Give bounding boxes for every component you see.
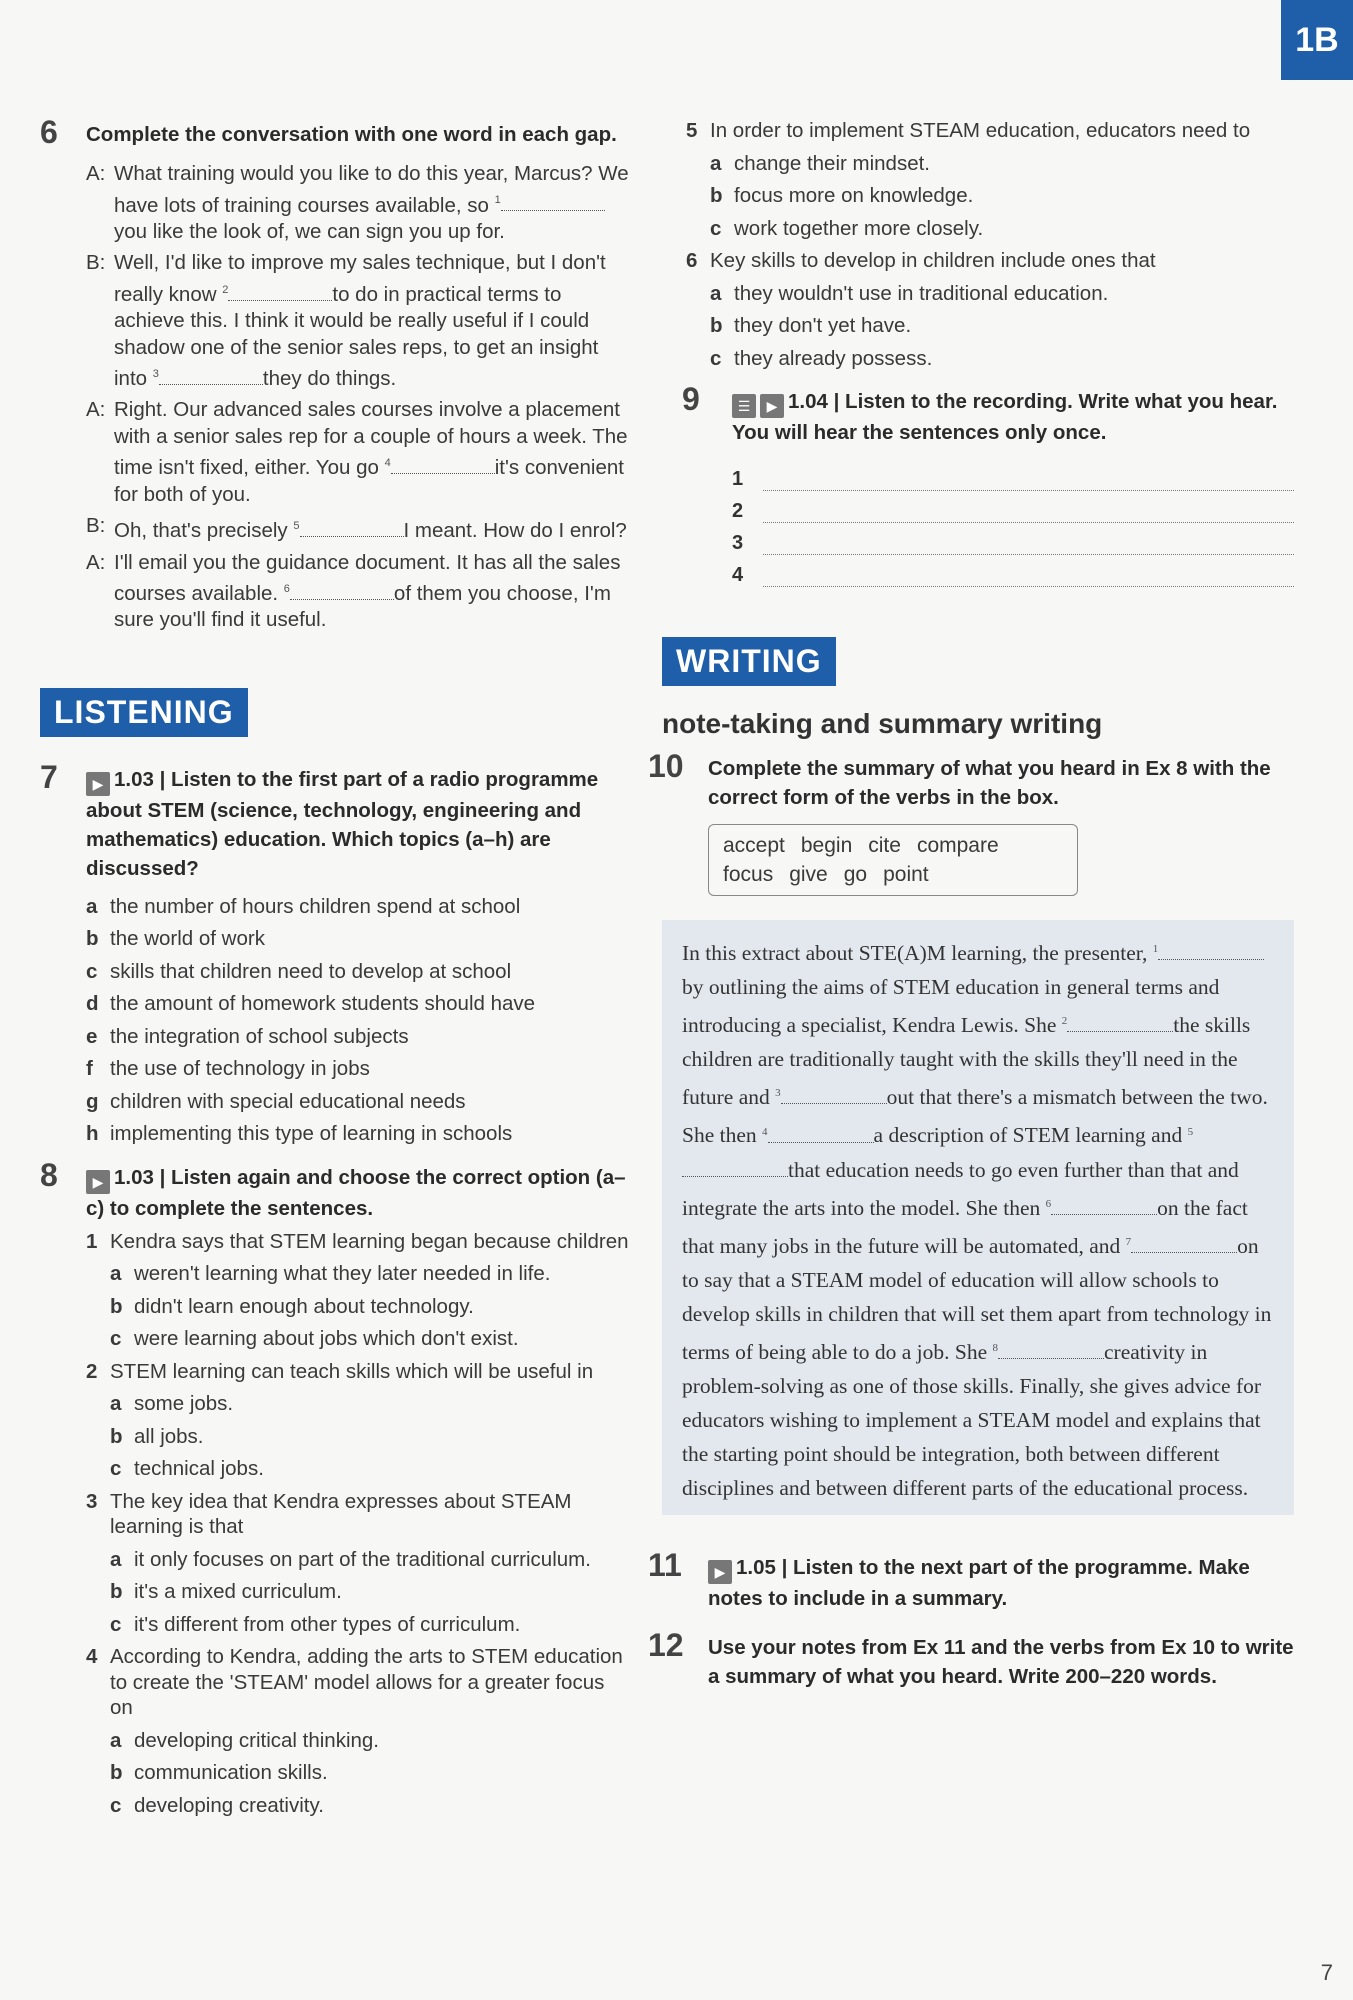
track-number: 1.04 — [788, 390, 828, 413]
answer-option[interactable] — [110, 1424, 630, 1450]
question — [86, 1489, 630, 1638]
option-text: work together more closely. — [734, 216, 984, 240]
writing-line[interactable] — [763, 534, 1294, 555]
answer-line[interactable] — [732, 491, 1294, 523]
exercise-instruction: Complete the conversation with one word in each gap. — [86, 123, 617, 146]
speaker-label: A: — [86, 398, 106, 422]
topic-options — [86, 891, 630, 1151]
option-text: communication skills. — [134, 1761, 328, 1785]
option-letter: a — [110, 1547, 122, 1571]
exercise-instruction — [732, 387, 1294, 447]
answer-option[interactable] — [110, 1547, 630, 1573]
page-number: 7 — [1320, 1960, 1333, 1985]
topic-option — [86, 1086, 630, 1119]
listening-section — [40, 688, 630, 737]
question — [86, 1644, 630, 1818]
line-number: 4 — [732, 564, 744, 586]
topic-option — [86, 1118, 630, 1151]
gap-number: 8 — [992, 1341, 998, 1354]
question-number: 1 — [86, 1229, 98, 1253]
question-stem — [86, 1359, 630, 1385]
option-letter: e — [86, 1024, 98, 1048]
answer-gap[interactable] — [768, 1124, 874, 1143]
option-letter: a — [110, 1262, 122, 1286]
gap[interactable] — [284, 582, 394, 605]
gap-number: 3 — [152, 368, 159, 381]
exercise-number: 10 — [648, 748, 684, 784]
gap[interactable] — [1062, 1013, 1174, 1037]
option-letter: c — [110, 1457, 122, 1481]
topic-option — [86, 956, 630, 989]
gap-number: 4 — [384, 457, 391, 470]
answer-option[interactable] — [110, 1579, 630, 1605]
answer-options — [86, 1547, 630, 1638]
document-icon: ☰ — [732, 394, 756, 418]
option-text: focus more on knowledge. — [734, 184, 974, 207]
verb: cite — [868, 834, 901, 857]
exercise-12 — [648, 1627, 1294, 1691]
exercise-number: 11 — [648, 1547, 682, 1584]
text-run: I'll email you the guidance document. It has all the sales courses available. — [114, 550, 621, 605]
question-stem — [86, 1644, 630, 1721]
option-text: skills that children need to develop at school — [110, 959, 512, 983]
audio-icon[interactable]: ▶ — [86, 1170, 110, 1194]
text-run: to do in practical terms to achieve this. I think it would be really useful if I could shadow one of the senior sales reps, to get an insight into — [114, 282, 599, 390]
left-column — [40, 114, 630, 1825]
option-letter: d — [86, 992, 99, 1016]
exercise-instruction: Complete the summary of what you heard in Ex 8 with the correct form of the verbs in the box. — [708, 757, 1271, 809]
answer-line[interactable] — [732, 555, 1294, 587]
text-run: In this extract about STE(A)M learning, the presenter, — [682, 941, 1153, 966]
answer-option[interactable] — [710, 313, 1294, 339]
option-text: the amount of homework students should have — [110, 992, 536, 1016]
option-text: implementing this type of learning in schools — [110, 1122, 513, 1146]
verb: give — [789, 863, 828, 886]
question-stem — [86, 1489, 630, 1540]
question-list — [86, 1229, 630, 1819]
answer-option[interactable] — [110, 1391, 630, 1417]
question-number: 4 — [86, 1645, 98, 1669]
option-letter: f — [86, 1057, 93, 1081]
instruction-text: | Listen to the next part of the programme. Make notes to include in a summary. — [708, 1556, 1250, 1611]
speaker-label: B: — [86, 251, 106, 275]
option-text: didn't learn enough about technology. — [134, 1294, 474, 1318]
option-text: children with special educational needs — [110, 1089, 466, 1113]
text-run: by outlining the aims of STEM education in general terms and introducing a specialist, Kendra Lewis. She — [682, 975, 1220, 1038]
exercise-10 — [648, 748, 1294, 812]
gap-number: 4 — [762, 1125, 768, 1138]
text-run: it's convenient for both of you. — [114, 456, 624, 506]
option-text: they wouldn't use in traditional education. — [734, 281, 1109, 305]
option-text: the integration of school subjects — [110, 1024, 409, 1048]
answer-gap[interactable] — [682, 1158, 788, 1177]
option-letter: c — [86, 959, 98, 983]
answer-option[interactable] — [710, 216, 1294, 242]
exercise-instruction — [86, 765, 630, 883]
gap-number: 5 — [1187, 1125, 1194, 1138]
exercise-instruction — [86, 1163, 630, 1223]
option-text: it's different from other types of curriculum. — [134, 1612, 521, 1636]
answer-gap[interactable] — [1067, 1013, 1173, 1032]
exercise-8-continued — [662, 118, 1294, 371]
option-letter: c — [110, 1327, 122, 1351]
answer-options — [686, 281, 1294, 372]
speaker-label: A: — [86, 162, 106, 185]
right-column — [648, 118, 1294, 1691]
question-text: Kendra says that STEM learning began because children — [110, 1229, 629, 1253]
option-letter: b — [710, 184, 723, 207]
gap[interactable] — [762, 1124, 874, 1148]
answer-option[interactable] — [110, 1793, 630, 1819]
exercise-instruction — [708, 1553, 1294, 1613]
answer-gap[interactable] — [781, 1085, 887, 1104]
text-run: Oh, that's precisely — [114, 519, 294, 543]
question-text: The key idea that Kendra expresses about STEAM learning is that — [110, 1489, 572, 1539]
option-letter: a — [710, 151, 722, 175]
text-run: out that there's a mismatch between the two. She then — [682, 1085, 1268, 1148]
question-list — [686, 118, 1294, 371]
speaker-label: B: — [86, 514, 106, 538]
writing-line[interactable] — [763, 566, 1294, 587]
question — [86, 1359, 630, 1482]
topic-option — [86, 1053, 630, 1086]
answer-gap[interactable] — [159, 366, 263, 385]
question — [86, 1229, 630, 1352]
exercise-6 — [40, 114, 630, 634]
option-text: the world of work — [110, 927, 265, 951]
option-letter: g — [86, 1089, 99, 1113]
dialog-text — [114, 161, 630, 245]
gap-number: 3 — [775, 1087, 781, 1100]
gap[interactable] — [775, 1085, 887, 1109]
answer-option[interactable] — [710, 346, 1294, 372]
gap-number: 6 — [283, 583, 290, 596]
option-text: it's a mixed curriculum. — [134, 1580, 342, 1604]
answer-gap[interactable] — [290, 581, 394, 600]
exercise-instruction: Use your notes from Ex 11 and the verbs from Ex 10 to write a summary of what you heard. Write 200–220 words. — [708, 1636, 1294, 1689]
exercise-number: 12 — [648, 1627, 684, 1664]
option-letter: c — [710, 216, 722, 240]
gap[interactable] — [385, 456, 495, 479]
question-stem — [686, 118, 1294, 144]
conversation — [86, 161, 630, 634]
track-number: 1.03 — [114, 1165, 154, 1189]
answer-option[interactable] — [110, 1612, 630, 1638]
question-text: In order to implement STEAM education, educators need to — [710, 119, 1251, 142]
text-run: on to say that a STEAM model of education will allow schools to develop skills in children that will set them apart from technology in terms of being able to do a job. She — [682, 1233, 1272, 1365]
option-letter: c — [710, 346, 722, 370]
option-letter: b — [110, 1580, 123, 1604]
gap[interactable] — [153, 367, 263, 390]
text-run: of them you choose, I'm sure you'll find it useful. — [114, 581, 611, 632]
answer-line[interactable] — [732, 459, 1294, 491]
instruction-text: | Listen again and choose the correct option (a–c) to complete the sentences. — [86, 1165, 626, 1220]
answer-gap[interactable] — [501, 192, 605, 211]
answer-option[interactable] — [710, 183, 1294, 209]
instruction-text: | Listen to the first part of a radio programme about STEM (science, technology, engineering and mathematics) education. Which topics (a–h) are discussed? — [86, 767, 599, 880]
verb-box — [708, 824, 1078, 896]
text-run: creativity in problem-solving as one of those skills. Finally, she gives advice for educators wishing to implement a STEAM model and explains that the starting point should be integration, both between different disciplines and between different parts of the educational process. — [682, 1340, 1262, 1501]
option-text: developing creativity. — [134, 1793, 324, 1817]
unit-tab: 1B — [1281, 0, 1353, 80]
writing-subheading: note-taking and summary writing — [662, 708, 1103, 739]
option-letter: c — [110, 1612, 122, 1636]
option-letter: a — [110, 1392, 122, 1416]
option-text: they don't yet have. — [734, 314, 912, 337]
option-letter: b — [110, 1761, 123, 1785]
exercise-number: 9 — [682, 381, 700, 417]
line-number: 3 — [732, 532, 744, 554]
topic-option — [86, 891, 630, 924]
question-stem — [86, 1229, 630, 1255]
answer-line[interactable] — [732, 523, 1294, 555]
audio-icon[interactable]: ▶ — [708, 1560, 732, 1584]
gap-number: 2 — [1061, 1015, 1068, 1028]
dialog-turn — [86, 161, 630, 245]
answer-options — [86, 1261, 630, 1352]
option-letter: b — [710, 314, 723, 337]
writing-line[interactable] — [763, 470, 1294, 491]
text-run: Right. Our advanced sales courses involve a placement with a senior sales rep for a couple of hours a week. The time isn't fixed, either. You go — [114, 398, 628, 480]
gap[interactable] — [495, 193, 605, 216]
text-run: a description of STEM learning and — [873, 1123, 1188, 1148]
writing-section — [662, 637, 1294, 740]
text-run: they do things. — [262, 366, 397, 390]
gap-number: 2 — [222, 283, 229, 296]
answer-option[interactable] — [110, 1456, 630, 1482]
answer-gap[interactable] — [1131, 1234, 1237, 1253]
writing-line[interactable] — [763, 502, 1294, 523]
option-text: all jobs. — [134, 1424, 204, 1448]
audio-icon[interactable]: ▶ — [760, 394, 784, 418]
audio-icon[interactable]: ▶ — [86, 772, 110, 796]
question — [686, 118, 1294, 241]
line-number: 1 — [732, 468, 744, 490]
dialog-turn — [86, 550, 630, 634]
answer-lines — [732, 459, 1294, 587]
gap-number: 1 — [1152, 943, 1159, 955]
text-run: I meant. How do I enrol? — [403, 519, 627, 543]
option-letter: a — [710, 281, 722, 305]
option-text: the use of technology in jobs — [110, 1057, 370, 1081]
question-text: According to Kendra, adding the arts to STEM education to create the 'STEAM' model allows for a greater focus on — [110, 1645, 623, 1720]
gap-number: 1 — [494, 194, 501, 207]
exercise-number: 7 — [40, 758, 58, 795]
exercise-11 — [648, 1547, 1294, 1613]
question-text: STEM learning can teach skills which will be useful in — [110, 1359, 594, 1383]
track-number: 1.05 — [736, 1556, 776, 1580]
answer-gap[interactable] — [300, 518, 404, 537]
answer-gap[interactable] — [1158, 941, 1264, 960]
verb: focus — [723, 863, 774, 886]
question-number: 5 — [686, 119, 698, 142]
verb: begin — [800, 834, 853, 857]
gap[interactable] — [993, 1340, 1105, 1364]
question-text: Key skills to develop in children include ones that — [710, 249, 1156, 272]
line-number: 2 — [732, 500, 744, 522]
speaker-label: A: — [86, 550, 106, 574]
option-letter: b — [110, 1294, 123, 1318]
option-text: weren't learning what they later needed in life. — [134, 1262, 551, 1286]
exercise-7 — [40, 758, 630, 1151]
verb-row — [723, 831, 1063, 860]
text-run: that education needs to go even further than that and integrate the arts into the model. She then — [682, 1157, 1239, 1220]
answer-option[interactable] — [710, 281, 1294, 307]
verb-row — [723, 860, 1063, 889]
option-letter: c — [110, 1793, 122, 1817]
exercise-9 — [662, 381, 1294, 587]
verb: accept — [723, 834, 785, 857]
topic-option — [86, 923, 630, 956]
exercise-number: 6 — [40, 114, 58, 150]
question-number: 3 — [86, 1489, 98, 1513]
gap-number: 7 — [1125, 1235, 1132, 1248]
gap[interactable] — [1126, 1234, 1238, 1258]
track-number: 1.03 — [114, 767, 154, 791]
text-run: Well, I'd like to improve my sales technique, but I don't really know — [114, 251, 606, 306]
answer-gap[interactable] — [998, 1340, 1104, 1359]
question-stem — [686, 248, 1294, 274]
option-letter: a — [86, 894, 98, 918]
option-text: it only focuses on part of the traditional curriculum. — [134, 1547, 591, 1571]
topic-option — [86, 988, 630, 1021]
option-text: technical jobs. — [134, 1457, 264, 1481]
answer-option[interactable] — [110, 1326, 630, 1352]
option-letter: h — [86, 1122, 99, 1146]
exercise-8 — [40, 1156, 630, 1819]
verb: compare — [916, 834, 999, 857]
text-run: the skills children are traditionally taught with the skills they'll need in the future and — [682, 1013, 1251, 1110]
gap[interactable] — [1153, 941, 1265, 965]
gap[interactable] — [293, 519, 403, 542]
dialog-text — [114, 550, 630, 634]
option-letter: b — [110, 1424, 123, 1448]
option-letter: a — [110, 1728, 122, 1752]
gap[interactable] — [1046, 1196, 1158, 1220]
option-text: some jobs. — [134, 1392, 234, 1416]
text-run: you like the look of, we can sign you up for. — [114, 219, 505, 243]
option-text: the number of hours children spend at school — [110, 894, 521, 918]
exercise-number: 8 — [40, 1156, 58, 1193]
gap[interactable] — [222, 283, 332, 306]
question-number: 2 — [86, 1359, 98, 1383]
answer-option[interactable] — [110, 1294, 630, 1320]
dialog-turn — [86, 397, 630, 508]
answer-options — [86, 1728, 630, 1819]
text-run: What training would you like to do this year, Marcus? We have lots of training courses available, so — [114, 162, 629, 217]
dialog-turn — [86, 250, 630, 392]
gap-number: 5 — [293, 520, 300, 533]
gap-number: 6 — [1045, 1197, 1052, 1210]
dialog-text — [114, 250, 630, 392]
option-text: developing critical thinking. — [134, 1728, 379, 1752]
dialog-turn — [86, 513, 630, 544]
topic-option — [86, 1021, 630, 1054]
listening-banner: LISTENING — [40, 688, 248, 737]
answer-gap[interactable] — [228, 282, 332, 301]
answer-option[interactable] — [710, 151, 1294, 177]
answer-option[interactable] — [110, 1760, 630, 1786]
answer-options — [86, 1391, 630, 1482]
answer-gap[interactable] — [1051, 1196, 1157, 1215]
dialog-text — [114, 397, 630, 508]
option-text: they already possess. — [734, 346, 933, 370]
answer-option[interactable] — [110, 1728, 630, 1754]
answer-option[interactable] — [110, 1261, 630, 1287]
instruction-text: | Listen to the recording. Write what you hear. You will hear the sentences only once. — [732, 390, 1278, 444]
option-text: change their mindset. — [734, 151, 931, 175]
verb: point — [883, 863, 929, 886]
option-letter: b — [86, 927, 99, 951]
summary-text — [662, 920, 1294, 1515]
answer-gap[interactable] — [391, 455, 495, 474]
writing-banner: WRITING — [662, 637, 836, 686]
question-number: 6 — [686, 249, 698, 272]
verb: go — [843, 863, 868, 886]
question — [686, 248, 1294, 371]
text-run: on the fact that many jobs in the future will be automated, and — [682, 1195, 1248, 1258]
answer-options — [686, 151, 1294, 242]
dialog-text — [114, 513, 627, 544]
option-text: were learning about jobs which don't exist. — [134, 1327, 519, 1351]
